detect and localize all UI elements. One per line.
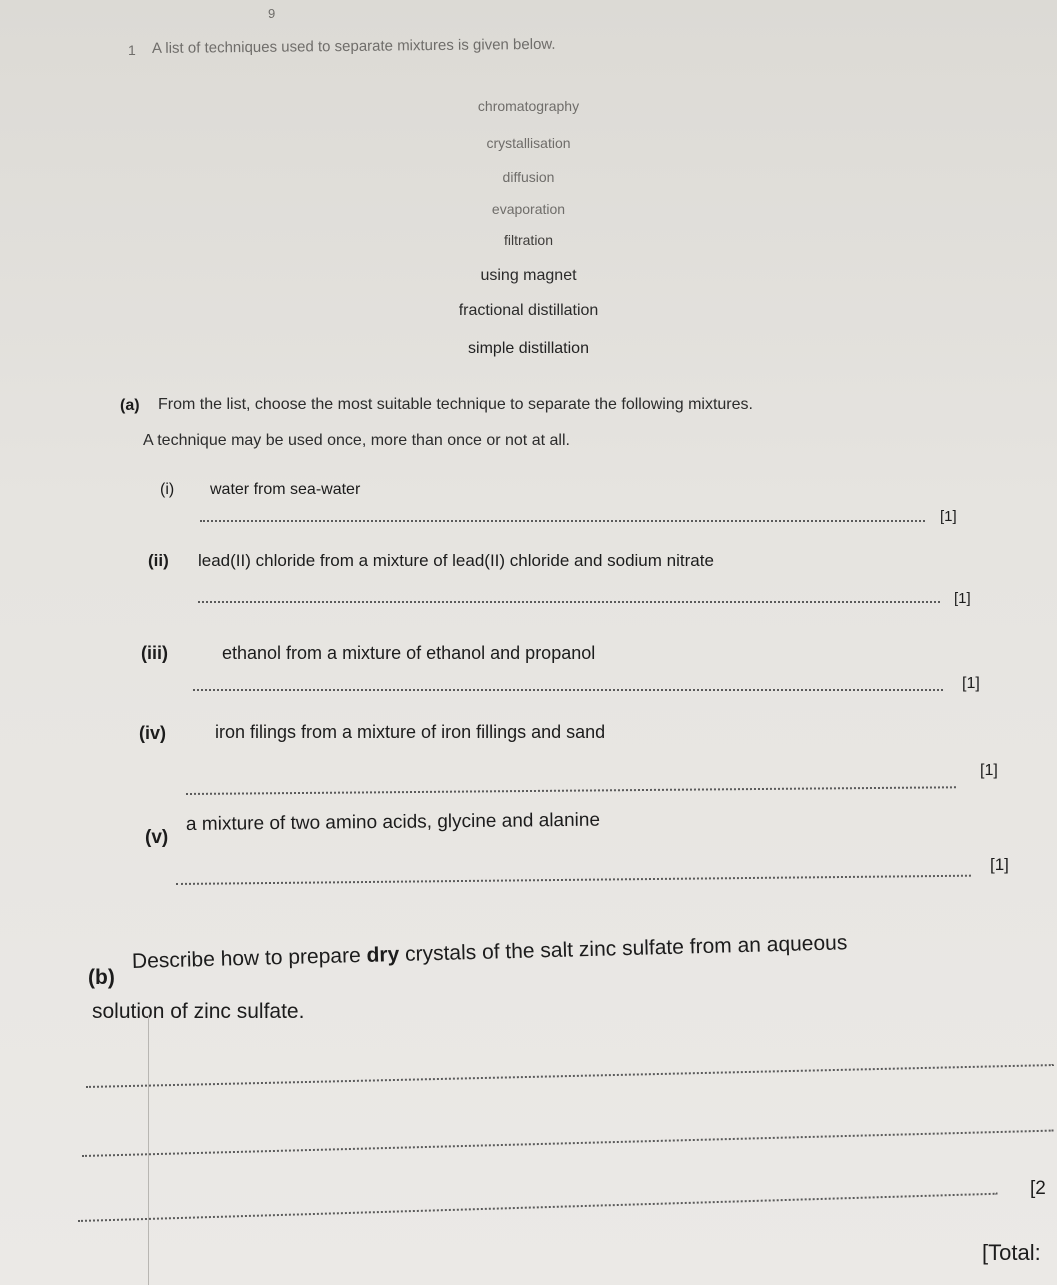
- item-v-text: a mixture of two amino acids, glycine and alanine: [185, 809, 601, 835]
- technique-chromatography: chromatography: [477, 98, 580, 114]
- item-iv-answer-line[interactable]: [186, 786, 956, 795]
- part-a-instruction: From the list, choose the most suitable technique to separate the following mixtures.: [158, 396, 753, 413]
- item-ii-answer-line[interactable]: [198, 601, 940, 603]
- item-i-text: water from sea-water: [210, 481, 361, 498]
- question-number: 1: [128, 42, 136, 58]
- item-i-answer-line[interactable]: [200, 520, 925, 522]
- part-b-answer-line-2[interactable]: [82, 1130, 1054, 1157]
- part-b-question-line2: solution of zinc sulfate.: [92, 1000, 305, 1023]
- item-ii-number: (ii): [148, 551, 169, 570]
- question-intro: A list of techniques used to separate mixtures is given below.: [151, 35, 556, 57]
- item-ii-text: lead(II) chloride from a mixture of lead(II) chloride and sodium nitrate: [198, 551, 714, 570]
- part-b-answer-line-3[interactable]: [78, 1193, 998, 1222]
- item-iv-text: iron filings from a mixture of iron fillings and sand: [215, 722, 606, 742]
- technique-evaporation: evaporation: [491, 201, 566, 217]
- part-b-question-line1: [132, 931, 848, 974]
- technique-using-magnet: using magnet: [480, 267, 577, 284]
- item-i-number: (i): [160, 481, 175, 498]
- item-iii-answer-line[interactable]: [193, 689, 943, 691]
- part-b-mark: [2: [1030, 1178, 1046, 1199]
- item-i-mark: [1]: [940, 508, 957, 525]
- part-b-answer-line-1[interactable]: [86, 1064, 1054, 1088]
- technique-filtration: filtration: [503, 232, 554, 248]
- item-v-number: (v): [145, 827, 169, 848]
- part-b-label: (b): [88, 966, 115, 989]
- item-iv-mark: [1]: [980, 762, 998, 779]
- item-v-mark: [1]: [990, 855, 1009, 874]
- item-iii-mark: [1]: [962, 675, 980, 692]
- technique-fractional-distillation: fractional distillation: [458, 302, 599, 319]
- item-v-answer-line[interactable]: [176, 875, 971, 885]
- item-iii-text: ethanol from a mixture of ethanol and propanol: [222, 643, 596, 663]
- margin-line: [148, 1015, 149, 1285]
- item-iv-number: (iv): [139, 723, 166, 743]
- total-label: [Total:: [982, 1240, 1041, 1265]
- technique-crystallisation: crystallisation: [486, 135, 571, 151]
- technique-simple-distillation: simple distillation: [468, 340, 589, 357]
- item-ii-mark: [1]: [954, 590, 971, 607]
- part-a-label: (a): [120, 397, 140, 414]
- page-corner-text: 9: [268, 6, 276, 21]
- technique-diffusion: diffusion: [502, 169, 555, 185]
- item-iii-number: (iii): [141, 643, 168, 663]
- part-b-question-text: Describe how to prepare dry crystals of the salt zinc sulfate from an aqueous: [131, 931, 848, 973]
- part-a-note: A technique may be used once, more than once or not at all.: [143, 432, 570, 449]
